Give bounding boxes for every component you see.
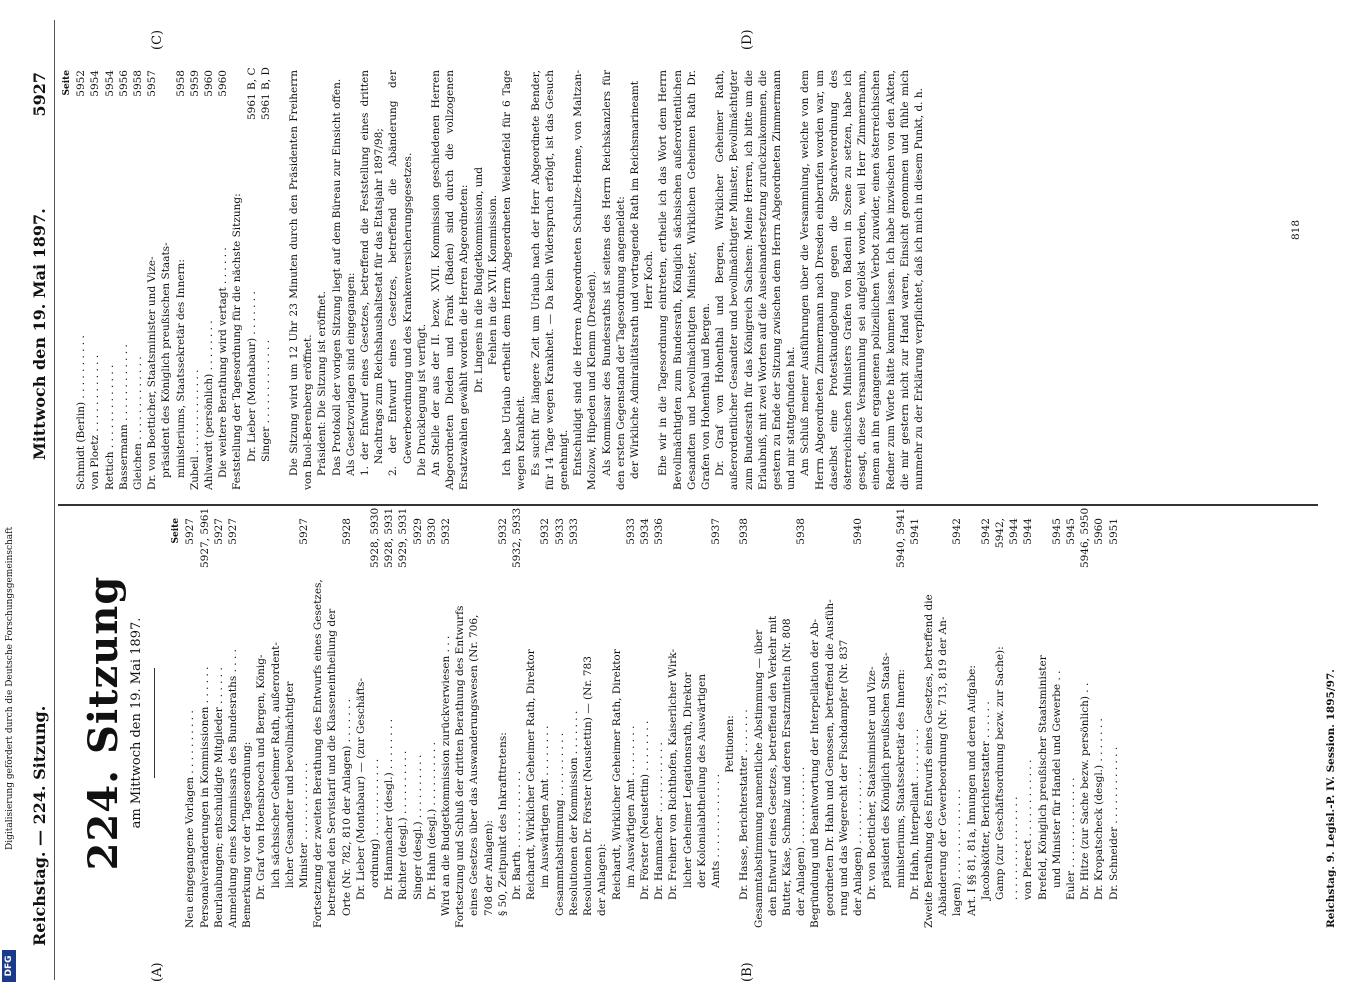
toc-entry [950,518,964,928]
toc-entry [652,518,666,928]
toc-entry-page: 5933 [567,518,580,545]
toc-entry-text: Art. I §§ 81, 81a, Innungen und deren Aufgabe: [965,665,978,916]
toc-entry-text: Reichardt, Wirklicher Geheimer Rath, Direktor [525,649,538,900]
paragraph: Ich habe Urlaub ertheilt dem Herrn Abgeordneten Weidenfeld für 6 Tage wegen Krankheit. [501,70,528,490]
toc-entry-page: 5930 [425,518,438,545]
table-of-contents-continued [74,67,273,490]
toc-entry-text: licher Gesandter und bevollmächtigter [283,681,296,888]
toc-entry-text: betreffend den Servistarif und die Klasseneintheilung der [326,608,339,916]
toc-entry-text: Gesammtabstimmung namentliche Abstimmung — über [752,629,765,928]
toc-entry [396,507,410,928]
toc-entry [737,518,751,928]
toc-entry-text: Jacobskötter, Berichterstatter . . . . . . [979,701,992,900]
column-divider [58,504,1318,506]
toc-entry [780,518,794,928]
toc-entry-page: 5960 [217,70,230,97]
toc-entry [1064,518,1078,928]
toc-entry-text: Euler . . . . . . . . . . . . . . [1065,777,1077,900]
toc-entry [269,518,283,928]
paragraph: Entschuldigt sind die Herren Abgeordneten Schultze-Henne, von Maltzan-Molzow, Hüpeden und Klemm (Dresden). [572,70,599,490]
paragraph: Ehe wir in die Tagesordnung eintreten, ertheile ich das Wort dem Herrn Bevollmächtigten zum Bundesrath, Königlich sächsischen außerordentlichen Gesandten und bevollmächtigten Minister, Wirklichen Geheimen Rath Dr. Grafen von Hohenthal und Bergen. [657,70,712,490]
paragraph: 1. der Entwurf eines Gesetzes, betreffend die Feststellung eines dritten Nachtrags zum Reichshaushaltsetat für das Etatsjahr 1897/98; [359,70,386,476]
toc-entry-text: Gesammtabstimmung . . . . . . . . . . [553,732,566,916]
toc-entry-page: 5928, 5930 [369,507,382,568]
toc-entry-text: Brefeld, Königlich preußischer Staatsminister [1036,655,1049,900]
toc-entry [325,518,339,928]
toc-entry-text: Reichardt, Wirklicher Geheimer Rath, Direktor [610,649,623,900]
toc-entry-page: 5945 [1050,518,1063,545]
paragraph: Als Kommissar des Bundesraths ist seitens des Herrn Reichskanzlers für den ersten Gegenstand der Tagesordnung angemeldet: [600,70,627,490]
toc-entry [610,518,624,928]
toc-entry-page: 5938 [738,518,751,545]
toc-entry-text: geordneten Dr. Hahn und Genossen, betreffend die Ausfüh- [823,599,836,916]
toc-entry-page: 5938 [795,518,808,545]
toc-entry [183,518,197,928]
toc-entry-text: lagen) . . . . . . . . . . . . . . [951,789,964,916]
toc-entry [240,518,254,928]
toc-entry [524,518,538,928]
page-number: 5927 [30,72,49,117]
toc-entry-page: 5927 [227,518,240,545]
toc-entry [354,518,368,928]
toc-entry-text: Fortsetzung der zweiten Berathung des Entwurfs eines Gesetzes, [312,579,325,928]
toc-entry-text: im Auswärtigen Amt . . . . . . . . [624,725,637,888]
toc-entry [709,518,723,928]
toc-entry-page: 5941 [908,518,921,545]
toc-entry-text: 708 der Anlagen): [482,820,495,916]
toc-entry-text: Ahlwardt (persönlich) . . . . . . . . [203,320,216,490]
toc-entry-page: 5933 [624,518,637,545]
toc-entry-text: der Anlagen) . . . . . . . . . . . . [795,766,808,916]
header-rule [54,20,55,980]
toc-entry [226,518,240,928]
toc-entry-text: von Ploetz . . . . . . . . . . . . [89,354,102,490]
left-column [60,507,1121,928]
toc-entry-text: Singer . . . . . . . . . . . . . [259,339,272,462]
toc-entry-page: 5961 B, C [245,67,258,120]
toc-entry-page: 5940 [851,518,864,545]
toc-entry-text: Richter (desgl.) . . . . . . . . . . [397,750,410,900]
toc-entry-text: Resolutionen der Kommission . . . . . . . [567,710,580,916]
toc-page-heading: Seite [171,518,182,544]
paragraph: Am Schluß meiner Ausführungen über die Versammlung, welche von dem Herrn Abgeordneten Zimmermann nach Dresden einberufen worden war, um daselbst eine Protestkundgebung gegen die Sprachverordnung des österreichischen Ministers Grafen von Badeni in Szene zu setzen, habe ich gesagt, diese Versammlung sei aufgelöst worden, weil Herr Zimmermann, einem an ihn ergangenen polizeilichen Verbot zuwider, einen österreichischen Redner zum Worte hätte kommen lassen. Ich habe inzwischen von den Akten, die mir gestern nicht zur Hand waren, Einsicht genommen und fühle mich nunmehr zu der Erklärung verpflichtet, daß ich mich in diesem Punkt, d. h. [799,70,925,490]
toc-entry-text: der Anlagen): [596,843,609,916]
toc-entry [439,518,453,928]
toc-entry [979,518,993,928]
toc-entry-text: Zubeil . . . . . . . . . . . . . [188,369,201,490]
toc-entry-page: 5936 [653,518,666,545]
toc-entry-text: von Pierect . . . . . . . . . . . . [1022,759,1035,900]
toc-entry [283,518,297,928]
signature-number: 818 [1290,219,1302,240]
right-toc-page-heading: Seite [62,70,72,96]
margin-marker-b: (B) [740,962,755,982]
toc-entry [117,70,131,490]
toc-entry-text: Fortsetzung und Schluß der dritten Berathung des Entwurfs [454,605,467,928]
toc-entry-text: ministeriums, Staatssekretär des Innern: [894,669,907,888]
toc-entry-text: Wird an die Budgetkommission zurückverwiesen . . . [440,635,453,916]
toc-entry-text: § 50, Zeitpunkt des Inkrafttretens: [496,732,509,916]
paragraph: Fehlen in die XVII. Kommission. [486,194,499,366]
toc-entry [297,518,311,928]
toc-entry-text: Bassermann . . . . . . . . . . . . [117,344,130,490]
toc-entry-page: 5946, 5950 [1079,507,1092,568]
credit-text: Digitalisierung gefördert durch die Deutsche Forschungsgemeinschaft [5,526,15,850]
toc-entry [1107,518,1121,928]
session-subtitle: am Mittwoch den 19. Mai 1897. [129,617,144,829]
toc-entry-text: Dr. von Boetticher, Staatsminister und Vize- [146,256,159,490]
paragraph: Es sucht für längere Zeit um Urlaub nach der Herr Abgeordnete Bender, für 14 Tage wegen Krankheit. — Da kein Widerspruch erfolgt, ist das Gesuch genehmigt. [529,70,570,490]
toc-entry [425,518,439,928]
toc-entry-page: 5929 [411,518,424,545]
toc-entry-text: Begründung und Beantwortung der Interpellation der Ab- [809,618,822,928]
paragraph: Präsident: Die Sitzung ist eröffnet. [316,291,329,476]
toc-entry [624,518,638,928]
toc-entry-page: 5942 [951,518,964,545]
toc-entry [993,518,1007,928]
toc-entry-text: . . . . . . . . . . . . . . . . [1008,796,1021,900]
toc-entry [245,67,259,490]
toc-entry-text: Zweite Berathung des Entwurfs eines Gesetzes, betreffend die [922,594,935,928]
toc-entry [695,518,709,928]
toc-entry-text: Dr. Freiherr von Richthofen, Kaiserlicher Wirk- [667,648,680,900]
toc-entry-page: 5957 [146,70,159,97]
toc-entry-text: Dr. Hitze (zur Sache bezw. persönlich) . . [1079,682,1092,900]
toc-entry [496,518,510,928]
toc-entry [482,518,496,928]
toc-entry-page: 5932, 5933 [511,507,524,568]
toc-entry-page: 5961 B, D [259,67,272,120]
toc-entry-text: Orte (Nr. 782, 810 der Anlagen) . . . . . . . [340,698,353,916]
paragraph: Dr. Graf von Hohenthal und Bergen, Wirklicher Geheimer Rath, außerordentlicher Gesandter und bevollmächtigter Minister, Bevollmächtigter zum Bundesrath für das Königreich Sachsen: Meine Herren, ich bitte um die Erlaubniß, mit zwei Worten auf die Auseinandersetzung zurückzukommen, die gestern zu Ende der Sitzung zwischen dem Herrn Abgeordneten Zimmermann und mir stattgefunden hat. [714,70,798,490]
toc-entry [723,518,737,928]
toc-entry [174,70,188,490]
toc-entry [198,507,212,928]
table-of-contents [183,507,1120,928]
toc-entry-text: Dr. von Boetticher, Staatsminister und Vize- [866,666,879,900]
margin-marker-c: (C) [150,29,165,50]
paragraph: Die Drucklegung ist verfügt. [415,323,428,476]
toc-entry-page: 5944 [1008,518,1021,545]
toc-entry [894,507,908,928]
paragraph: Das Protokoll der vorigen Sitzung liegt auf dem Büreau zur Einsicht offen. [330,78,343,476]
toc-entry-text: Petitionen: [724,715,737,773]
session-title-block [80,518,155,928]
toc-entry-page: 5934 [638,518,651,545]
toc-entry-text: Gamp (zur Geschäftsordnung bezw. zur Sache): [993,646,1006,900]
toc-entry-text: Dr. Graf von Hoensbroech und Bergen, König- [255,654,268,900]
toc-entry [368,507,382,928]
toc-entry-page: 5928, 5931 [383,507,396,568]
toc-entry-text: Personalveränderungen in Kommissionen . . . . . . [198,666,211,928]
toc-entry-text: Dr. Hahn, Interpellant . . . . . . . . [908,728,921,900]
right-column [60,67,926,490]
toc-entry [202,70,216,490]
toc-entry-text: Dr. Hammacher (desgl.) . . . . . . . . [383,718,396,900]
toc-entry-text: Anmeldung eines Kommissars des Bundesraths . . . . [227,649,240,928]
toc-entry [453,518,467,928]
toc-entry-text: Dr. Lieber (Montabaur) — (zur Geschäfts- [354,678,367,900]
toc-entry [88,70,102,490]
running-header-left: Reichstag. — 224. Sitzung. [30,705,49,946]
toc-entry [467,518,481,928]
toc-entry-text: Minister . . . . . . . . . . . . [298,762,311,888]
toc-entry [595,518,609,928]
toc-entry [340,518,354,928]
toc-entry-text: Abänderung der Gewerbeordnung (Nr. 713, 819 der An- [937,616,950,916]
toc-entry-text: ministeriums, Staatssekretär des Innern: [174,259,187,478]
toc-entry-page: 5954 [103,70,116,97]
toc-entry-text: präsident des Königlich preußischen Staats- [880,652,893,888]
proceedings-text [287,70,926,490]
toc-entry-text: Dr. Hammacher . . . . . . . . . . . [653,742,666,900]
toc-entry [1092,518,1106,928]
toc-entry [865,518,879,928]
toc-entry-text: Singer (desgl.) . . . . . . . . . . [411,754,424,900]
toc-entry-text: und Minister für Handel und Gewerbe . . [1050,670,1063,888]
toc-entry-page: 5954 [89,70,102,97]
toc-entry-page: 5927 [212,518,225,545]
toc-entry-page: 5927 [298,518,311,545]
toc-entry-text: im Auswärtigen Amt . . . . . . . . [539,725,552,888]
toc-entry [752,518,766,928]
toc-entry [965,518,979,928]
toc-entry-page: 5932 [440,518,453,545]
toc-entry [1021,518,1035,928]
toc-entry-page: 5942, [993,518,1006,549]
toc-entry [188,70,202,490]
toc-entry [766,518,780,928]
session-title: 224. Sitzung [80,575,127,871]
toc-entry [230,70,244,490]
dfg-logo: DFG [2,950,16,982]
toc-entry-text: licher Geheimer Legationsrath, Direktor [681,672,694,888]
toc-entry [837,518,851,928]
toc-entry-text: Dr. Kropatscheck (desgl.) . . . . . . . [1093,718,1106,900]
toc-entry [638,518,652,928]
toc-entry-page: 5932 [496,518,509,545]
toc-entry-text: Dr. Förster (Neustettin) . . . . . . . . [638,720,651,900]
toc-entry-page: 5927, 5961 [198,507,211,568]
toc-entry-page: 5960 [203,70,216,97]
paragraph: An Stelle der aus der II. bezw. XVII. Kommission geschiedenen Herren Abgeordneten Dieden und Frank (Baden) sind durch die vollzogenen Ersatzwahlen gewählt worden die Herren Abgeordneten: [430,70,471,490]
toc-entry-text: Rettich . . . . . . . . . . . . . [103,364,116,490]
toc-entry-page: 5927 [184,518,197,545]
margin-marker-d: (D) [740,29,755,50]
toc-entry-page: 5928 [340,518,353,545]
toc-entry [159,70,173,490]
toc-entry [1036,518,1050,928]
toc-entry [581,518,595,928]
toc-entry [74,70,88,490]
toc-entry [311,518,325,928]
toc-entry [131,70,145,490]
toc-entry-text: Resolutionen Dr. Förster (Neustettin) — (Nr. 783 [582,656,595,916]
toc-entry-page: 5958 [174,70,187,97]
toc-entry-page: 5958 [132,70,145,97]
toc-entry [879,518,893,928]
digitization-credit [0,0,20,1000]
toc-entry [510,507,524,928]
toc-entry [254,518,268,928]
paragraph: 2. der Entwurf eines Gesetzes, betreffend die Abänderung der Gewerbeordnung und des Krankenversicherungsgesetzes. [387,70,414,476]
toc-entry [1007,518,1021,928]
paragraph: Als Gesetzvorlagen sind eingegangen: [344,272,357,476]
toc-entry-page: 5932 [539,518,552,545]
toc-entry-text: Butter, Käse, Schmalz und deren Ersatzmitteln (Nr. 808 [780,618,793,916]
toc-entry-text: Amts . . . . . . . . . . . . . [709,774,722,888]
toc-entry [922,518,936,928]
toc-entry-text: Bemerkung vor der Tagesordnung: [241,741,254,928]
toc-entry-text: der Kolonialabtheilung des Auswärtigen [695,673,708,888]
toc-entry [212,518,226,928]
toc-entry-page: 5940, 5941 [894,507,907,568]
paragraph: der Wirkliche Admiralitätsrath und vortragende Rath im Reichsmarineamt Herr Koch. [628,80,656,480]
toc-entry [823,518,837,928]
toc-entry-page: 5933 [553,518,566,545]
toc-entry-page: 5944 [1022,518,1035,545]
page-footer: Reichstag. 9. Legisl.-P. IV. Session. 1895/97. [1325,669,1337,928]
toc-entry-text: Dr. Barth . . . . . . . . . . . . [511,770,524,900]
toc-entry-text: Dr. Schneider . . . . . . . . . . . . [1107,746,1120,900]
toc-entry-page: 5929, 5931 [397,507,410,568]
toc-entry-text: Dr. Hasse, Berichterstatter . . . . . . . [738,709,751,900]
toc-entry-text: den Entwurf eines Gesetzes, betreffend den Verkehr mit [766,615,779,916]
toc-entry [216,70,230,490]
toc-entry [666,518,680,928]
paragraph: Die Sitzung wird um 12 Uhr 23 Minuten durch den Präsidenten Freiherrn von Buol-Berenberg eröffnet. [288,70,315,490]
toc-entry-page: 5952 [75,70,88,97]
toc-entry-text: ordnung) . . . . . . . . . . . . [369,758,382,888]
toc-entry [259,67,273,490]
toc-entry [936,518,950,928]
toc-entry-text: rung und das Wegerecht der Fischdampfer (Nr. 837 [837,639,850,916]
toc-entry-text: eines Gesetzes über das Auswanderungswesen (Nr. 706, [468,614,481,916]
title-rule [154,668,155,778]
toc-entry [681,518,695,928]
toc-entry [1078,507,1092,928]
toc-entry [908,518,922,928]
paragraph: Dr. Lingens in die Budgetkommission, und [472,166,485,394]
toc-entry [411,518,425,928]
toc-entry [794,518,808,928]
toc-entry [103,70,117,490]
toc-entry [808,518,822,928]
toc-entry [567,518,581,928]
toc-entry-text: der Anlagen) . . . . . . . . . . . . [851,766,864,916]
toc-entry-text: Schmidt (Berlin) . . . . . . . . . . [75,335,88,490]
toc-entry-page: 5942 [979,518,992,545]
toc-entry [1050,518,1064,928]
toc-entry-page: 5951 [1107,518,1120,545]
toc-entry [553,518,567,928]
toc-entry-text: Neu eingegangene Vorlagen . . . . . . . . . . [184,710,197,928]
toc-entry-page: 5956 [117,70,130,97]
toc-entry-text: Die weitere Berathung wird vertagt . . . . . . [217,247,230,478]
toc-entry-text: Dr. Lieber (Montabaur) . . . . . . . [245,291,258,462]
toc-entry [851,518,865,928]
toc-entry [382,507,396,928]
toc-entry-page: 5945 [1065,518,1077,545]
toc-entry-page: 5960 [1093,518,1106,545]
margin-marker-a: (A) [150,962,165,982]
toc-entry-text: präsident des Königlich preußischen Staats- [160,242,173,478]
toc-entry-text: Beurlaubungen; entschuldigte Mitglieder . . . . . . [212,667,225,928]
running-header-date: Mittwoch den 19. Mai 1897. [30,208,49,460]
toc-entry-page: 5959 [188,70,201,97]
toc-entry-text: Gleichen . . . . . . . . . . . . . [132,356,145,490]
toc-entry-text: Feststellung der Tagesordnung für die nächste Sitzung: [231,193,244,490]
toc-entry-page: 5937 [709,518,722,545]
toc-entry [538,518,552,928]
toc-entry-text: Dr. Hahn (desgl.) . . . . . . . . . . [425,742,438,900]
toc-entry [145,70,159,490]
toc-entry-text: lich sächsischer Geheimer Rath, außerordent- [269,642,282,888]
